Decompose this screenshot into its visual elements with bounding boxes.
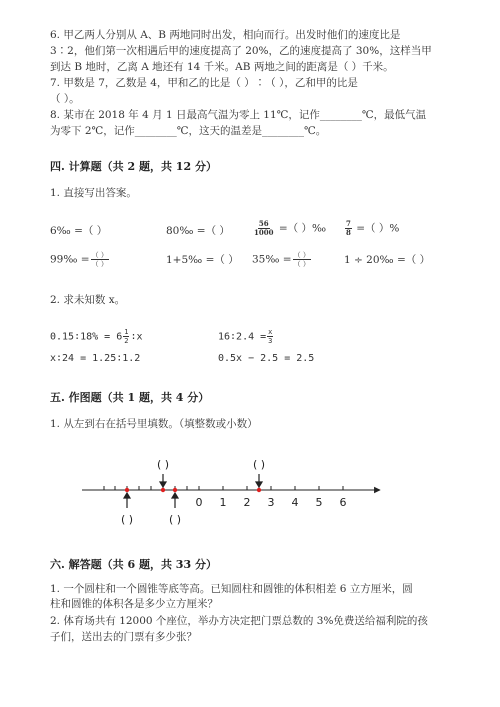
section6-q1-line1: 1. 一个圆柱和一个圆锥等底等高。已知圆柱和圆锥的体积相差 6 立方厘米，圆: [50, 583, 413, 595]
section5-q1: 1. 从左到右在括号里填数。（填整数或小数）: [50, 418, 258, 430]
equation-4: 0.5x − 2.5 = 2.5: [218, 353, 315, 364]
bracket-bottom-1: ( ): [120, 513, 134, 526]
down-arrow-head-icon: [256, 482, 262, 487]
tick-label: 0: [195, 496, 203, 509]
point-marker: [161, 488, 165, 492]
point-marker: [125, 488, 129, 492]
fraction-x-3: $\frac{x}{3}$: [268, 328, 273, 345]
equation-3: x∶24 = 1.25∶1.2: [50, 353, 141, 364]
calc-1-div-20-permille: 1 ÷ 20‰ =（ ）: [344, 254, 431, 266]
tick-label: 1: [219, 496, 227, 509]
calc-80-permille: 80‰ =（ ）: [166, 225, 230, 237]
bracket-top-2: ( ): [252, 458, 266, 471]
equation-1: 0.15∶18% = 6 $\frac{1}{2}$ ∶x: [50, 328, 143, 345]
answer-fraction-blank: $\frac{( )}{( )}$: [91, 251, 108, 268]
q8-line2: 为零下 2℃，记作________℃，这天的温差是________℃。: [50, 125, 327, 137]
calc-6-permille: 6‰ =（ ）: [50, 225, 108, 237]
section6-title: 六. 解答题（共 6 题，共 33 分）: [50, 558, 217, 571]
calc-fraction-56-1000: $\frac{56}{1000}$ =（ ）‰: [254, 219, 327, 237]
equation-2: 16∶2.4 = $\frac{x}{3}$: [218, 328, 273, 345]
q6-line1: 6. 甲乙两人分别从 A、B 两地同时出发，相向而行。出发时他们的速度比是: [50, 29, 401, 41]
q7-line2: （ ）。: [50, 93, 80, 105]
down-arrow-head-icon: [160, 482, 166, 487]
section4-title: 四. 计算题（共 2 题，共 12 分）: [50, 160, 217, 173]
answer-fraction-blank: $\frac{( )}{( )}$: [293, 251, 310, 268]
number-line: [0, 450, 500, 540]
section4-q2-title: 2. 求未知数 x。: [50, 294, 126, 306]
section6-q1-line2: 柱和圆锥的体积各是多少立方厘米？: [50, 598, 218, 610]
calc-fraction-7-8: $\frac{7}{8}$ =（ ）%: [346, 219, 400, 237]
bracket-top-1: ( ): [156, 458, 170, 471]
q7-line1: 7. 甲数是 7，乙数是 4，甲和乙的比是（ ）∶（ ），乙和甲的比是: [50, 77, 358, 89]
point-marker: [257, 488, 261, 492]
q6-line3: 到达 B 地时，乙离 A 地还有 14 千米。AB 两地之间的距离是（ ）千米。: [50, 61, 394, 73]
tick-label: 3: [267, 496, 275, 509]
tick-label: 6: [339, 496, 347, 509]
tick-label: 2: [243, 496, 251, 509]
fraction-1-2: $\frac{1}{2}$: [124, 328, 129, 345]
up-arrow-head-icon: [172, 493, 178, 498]
section4-q1-title: 1. 直接写出答案。: [50, 187, 137, 199]
q8-line1: 8. 某市在 2018 年 4 月 1 日最高气温为零上 11℃，记作________℃，最低气温: [50, 109, 427, 121]
up-arrow-head-icon: [124, 493, 130, 498]
fraction-7-8: $\frac{7}{8}$: [346, 219, 351, 237]
calc-99-permille: 99‰ = $\frac{( )}{( )}$: [50, 251, 108, 268]
bracket-bottom-2: ( ): [168, 513, 182, 526]
tick-label: 5: [315, 496, 323, 509]
point-marker: [173, 488, 177, 492]
section5-title: 五. 作图题（共 1 题，共 4 分）: [50, 391, 210, 404]
calc-1-plus-5-permille: 1+5‰ =（ ）: [166, 254, 239, 266]
section6-q2-line1: 2. 体育场共有 12000 个座位，举办方决定把门票总数的 3%免费送给福利院的孩: [50, 615, 428, 627]
section6-q2-line2: 子们，送出去的门票有多少张？: [50, 631, 197, 643]
calc-35-permille: 35‰ = $\frac{( )}{( )}$: [252, 251, 310, 268]
tick-label: 4: [291, 496, 299, 509]
fraction-56-1000: $\frac{56}{1000}$: [254, 219, 274, 237]
q6-line2: 3∶2，他们第一次相遇后甲的速度提高了 20%，乙的速度提高了 30%，这样当甲: [50, 45, 432, 57]
